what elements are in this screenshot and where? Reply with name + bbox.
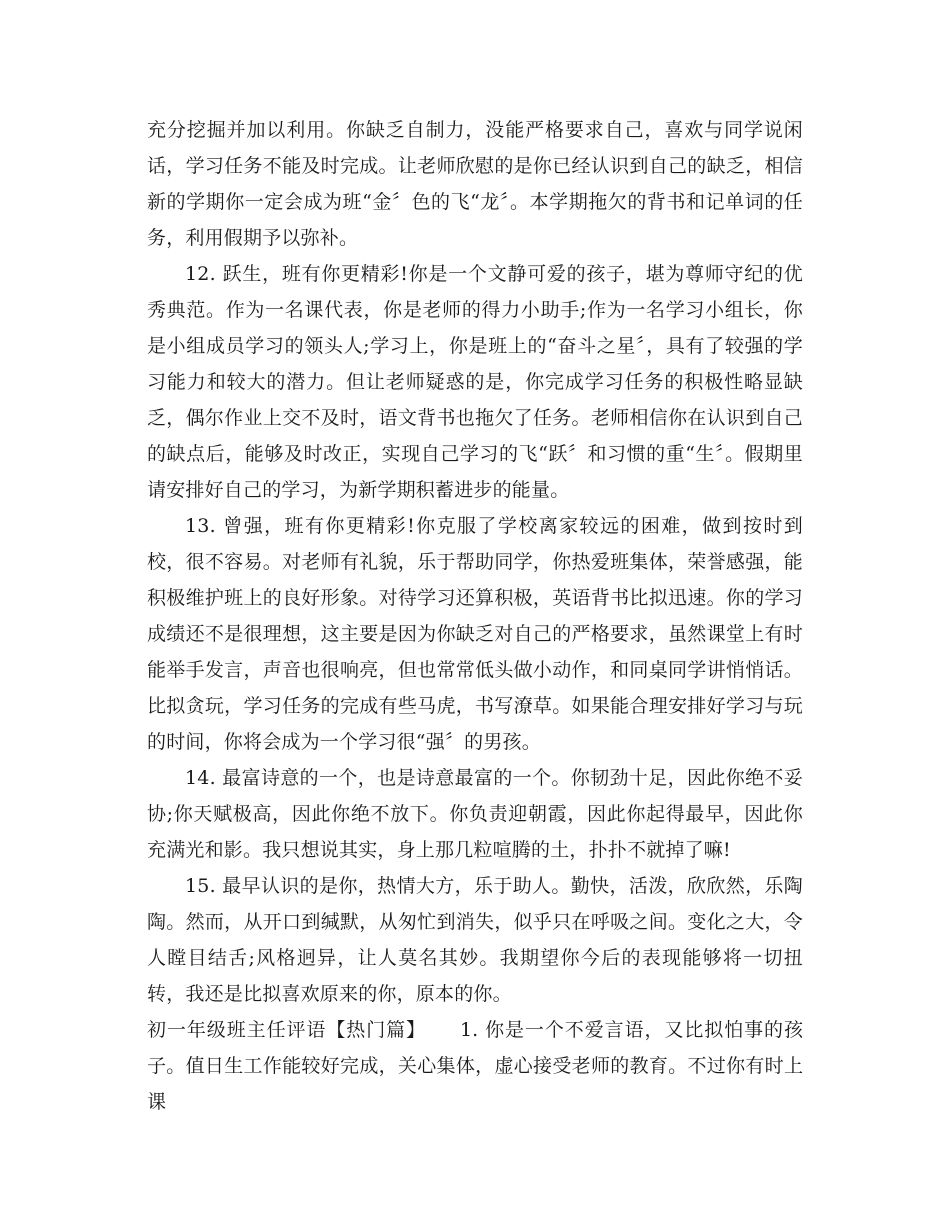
paragraph-continuation: 充分挖掘并加以利用。你缺乏自制力，没能严格要求自己，喜欢与同学说闲话，学习任务不能及时完成。让老师欣慰的是你已经认识到自己的缺乏，相信新的学期你一定会成为班“金〞色的飞“龙〞。本学期拖欠的背书和记单词的任务，利用假期予以弥补。 (147, 119, 803, 249)
paragraph-comment-12: 12. 跃生，班有你更精彩!你是一个文静可爱的孩子，堪为尊师守纪的优秀典范。作为一名课代表，你是老师的得力小助手;作为一名学习小组长，你是小组成员学习的领头人;学习上，你是班上的“奋斗之星〞，具有了较强的学习能力和较大的潜力。但让老师疑惑的是，你完成学习任务的积极性略显缺乏，偶尔作业上交不及时，语文背书也拖欠了任务。老师相信你在认识到自己的缺点后，能够及时改正，实现自己学习的飞“跃〞和习惯的重“生〞。假期里请安排好自己的学习，为新学期积蓄进步的能量。 (147, 263, 803, 501)
section-title: 初一年级班主任评语【热门篇】 (147, 1019, 426, 1041)
section-first-comment: 1. 你是一个不爱言语，又比拟怕事的孩子。值日生工作能较好完成，关心集体，虚心接受老师的教育。不过你有时上课 (147, 1019, 803, 1113)
paragraph-comment-13: 13. 曾强，班有你更精彩!你克服了学校离家较远的困难，做到按时到校，很不容易。对老师有礼貌，乐于帮助同学，你热爱班集体，荣誉感强，能积极维护班上的良好形象。对待学习还算积极，英语背书比拟迅速。你的学习成绩还不是很理想，这主要是因为你缺乏对自己的严格要求，虽然课堂上有时能举手发言，声音也很响亮，但也常常低头做小动作，和同桌同学讲悄悄话。比拟贪玩，学习任务的完成有些马虎，书写潦草。如果能合理安排好学习与玩的时间，你将会成为一个学习很“强〞的男孩。 (147, 515, 803, 753)
document-body (147, 112, 803, 1120)
paragraph-comment-14: 14. 最富诗意的一个，也是诗意最富的一个。你韧劲十足，因此你绝不妥协;你天赋极高，因此你绝不放下。你负责迎朝霞，因此你起得最早，因此你充满光和影。我只想说其实，身上那几粒喧腾的土，扑扑不就掉了嘛! (147, 767, 803, 861)
section-paragraph (147, 1012, 803, 1120)
paragraph-comment-15: 15. 最早认识的是你，热情大方，乐于助人。勤快，活泼，欣欣然，乐陶陶。然而，从开口到缄默，从匆忙到消失，似乎只在呼吸之间。变化之大，令人瞠目结舌;风格迥异，让人莫名其妙。我期望你今后的表现能够将一切扭转，我还是比拟喜欢原来的你，原本的你。 (147, 875, 803, 1005)
